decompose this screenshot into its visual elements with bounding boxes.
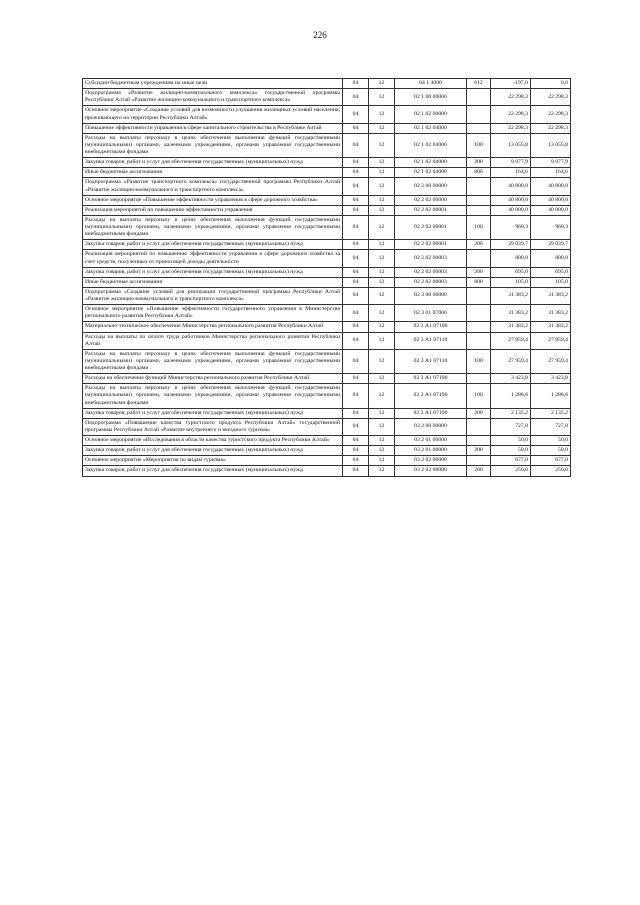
row-section-cell: 04 <box>343 456 369 466</box>
row-name-cell: Закупка товаров, работ и услуг для обеспечения государственных (муниципальных) нужд <box>83 158 343 168</box>
row-name-cell: Основное мероприятие «Исследования в области качества туристского продукта Республики Алтай» <box>83 436 343 446</box>
row-target-article-cell: 02 3 А1 07190 <box>395 374 467 384</box>
row-subsection-cell: 12 <box>369 168 395 178</box>
row-amount-2-cell: 727,0 <box>531 418 571 435</box>
row-amount-1-cell: 22 298,3 <box>491 106 531 123</box>
row-section-cell: 04 <box>343 418 369 435</box>
row-target-article-cell: 02 2 02 00001 <box>395 215 467 239</box>
row-amount-2-cell: 3 423,8 <box>531 374 571 384</box>
row-subsection-cell: 12 <box>369 374 395 384</box>
row-target-article-cell: 02 1 02 04000 <box>395 133 467 157</box>
row-name-cell: Повышение эффективности управления в сфере капитального строительства в Республике Алтай <box>83 123 343 133</box>
row-section-cell: 04 <box>343 408 369 418</box>
row-amount-1-cell: 727,0 <box>491 418 531 435</box>
row-expense-type-cell <box>467 374 491 384</box>
row-name-cell: Подпрограмма «Развитие транспортного комплекса» государственной программы Республики Алтай «Развитие жилищно-коммунального и транспортного комплекса» <box>83 178 343 195</box>
row-target-article-cell: 02 1 02 00000 <box>395 106 467 123</box>
table-row <box>83 466 571 476</box>
row-expense-type-cell: 100 <box>467 349 491 373</box>
row-expense-type-cell: 200 <box>467 408 491 418</box>
row-subsection-cell: 12 <box>369 195 395 205</box>
row-expense-type-cell: 200 <box>467 466 491 476</box>
row-amount-1-cell: 677,0 <box>491 456 531 466</box>
row-name-cell: Иные бюджетные ассигнования <box>83 277 343 287</box>
row-amount-1-cell: 13 055,8 <box>491 133 531 157</box>
table-row <box>83 456 571 466</box>
row-target-article-cell: 02 3 А1 07100 <box>395 322 467 332</box>
row-name-cell: Расходы на обеспечение функций Министерства регионального развития Республики Алтай <box>83 374 343 384</box>
row-name-cell: Подпрограмма «Повышение качества туристского продукта Республики Алтай» государственной программы Республики Алтай «Развитие внутреннего и въездного туризма» <box>83 418 343 435</box>
table-row <box>83 305 571 322</box>
row-expense-type-cell: 200 <box>467 158 491 168</box>
row-subsection-cell: 12 <box>369 89 395 106</box>
row-expense-type-cell <box>467 322 491 332</box>
row-expense-type-cell: 100 <box>467 215 491 239</box>
row-expense-type-cell <box>467 205 491 215</box>
row-expense-type-cell: 800 <box>467 168 491 178</box>
row-amount-2-cell: 164,6 <box>531 168 571 178</box>
row-name-cell: Реализация мероприятий по повышению эффективности управления <box>83 205 343 215</box>
row-target-article-cell: 03 2 01 00000 <box>395 446 467 456</box>
row-section-cell: 04 <box>343 250 369 267</box>
row-amount-1-cell: 22 298,3 <box>491 89 531 106</box>
row-section-cell: 04 <box>343 287 369 304</box>
row-section-cell: 04 <box>343 133 369 157</box>
table-row <box>83 332 571 349</box>
row-target-article-cell: 02 2 02 00003 <box>395 277 467 287</box>
row-target-article-cell: 02 3 А1 07190 <box>395 384 467 408</box>
row-amount-1-cell: 1 288,6 <box>491 384 531 408</box>
table-body <box>83 79 571 477</box>
row-subsection-cell: 12 <box>369 349 395 373</box>
row-amount-2-cell: 22 298,3 <box>531 89 571 106</box>
row-expense-type-cell: 200 <box>467 267 491 277</box>
row-amount-1-cell: 40 000,0 <box>491 205 531 215</box>
row-subsection-cell: 12 <box>369 205 395 215</box>
row-section-cell: 04 <box>343 89 369 106</box>
row-name-cell: Расходы на выплаты персоналу в целях обеспечения выполнения функций государственными (муниципальными) органами, казенными учреждениями, органами управления государственными внебюджетными фондами <box>83 133 343 157</box>
table-row <box>83 408 571 418</box>
row-amount-2-cell: 40 000,0 <box>531 205 571 215</box>
row-expense-type-cell <box>467 456 491 466</box>
row-name-cell: Расходы на выплаты по оплате труда работников Министерства регионального развития Республики Алтай <box>83 332 343 349</box>
row-subsection-cell: 12 <box>369 287 395 304</box>
row-name-cell: Закупка товаров, работ и услуг для обеспечения государственных (муниципальных) нужд <box>83 267 343 277</box>
table-row <box>83 287 571 304</box>
row-name-cell: Иные бюджетные ассигнования <box>83 168 343 178</box>
row-name-cell: Основное мероприятие «Создание условий для возможности улучшения жилищных условий населения, проживающего на территории Республики Алтай» <box>83 106 343 123</box>
row-amount-2-cell: 50,0 <box>531 436 571 446</box>
row-target-article-cell: 02 2 02 00001 <box>395 240 467 250</box>
row-target-article-cell: 02 3 01 07000 <box>395 305 467 322</box>
row-amount-1-cell: 50,0 <box>491 446 531 456</box>
row-section-cell: 04 <box>343 195 369 205</box>
row-amount-2-cell: 0,0 <box>531 79 571 89</box>
row-target-article-cell: 02 3 00 00000 <box>395 287 467 304</box>
row-name-cell: Закупка товаров, работ и услуг для обеспечения государственных (муниципальных) нужд <box>83 446 343 456</box>
row-amount-2-cell: 31 383,2 <box>531 305 571 322</box>
row-name-cell: Основное мероприятие «Повышение эффективности управления в сфере дорожного хозяйства» <box>83 195 343 205</box>
table-row <box>83 436 571 446</box>
table-row <box>83 178 571 195</box>
row-section-cell: 04 <box>343 123 369 133</box>
row-expense-type-cell: 612 <box>467 79 491 89</box>
row-section-cell: 04 <box>343 106 369 123</box>
row-amount-1-cell: 800,0 <box>491 250 531 267</box>
row-amount-2-cell: 960,3 <box>531 215 571 239</box>
row-expense-type-cell <box>467 89 491 106</box>
row-expense-type-cell: 800 <box>467 277 491 287</box>
row-name-cell: Подпрограмма «Создание условий для реализации государственной программы Республики Алтай «Развитие жилищно-коммунального и транспортного комплекса» <box>83 287 343 304</box>
row-section-cell: 04 <box>343 305 369 322</box>
table-row <box>83 215 571 239</box>
row-section-cell: 04 <box>343 215 369 239</box>
table-row <box>83 374 571 384</box>
row-name-cell: Расходы на выплаты персоналу в целях обеспечения выполнения функций государственными (муниципальными) органами, казенными учреждениями, органами управления государственными внебюджетными фондами <box>83 215 343 239</box>
table-row <box>83 158 571 168</box>
row-amount-2-cell: 9 077,9 <box>531 158 571 168</box>
row-subsection-cell: 12 <box>369 322 395 332</box>
row-section-cell: 04 <box>343 267 369 277</box>
row-amount-1-cell: 40 800,0 <box>491 195 531 205</box>
row-target-article-cell: 02 2 02 00003 <box>395 267 467 277</box>
row-subsection-cell: 12 <box>369 466 395 476</box>
row-section-cell: 04 <box>343 436 369 446</box>
row-target-article-cell: 03 2 01 00000 <box>395 436 467 446</box>
row-name-cell: Закупка товаров, работ и услуг для обеспечения государственных (муниципальных) нужд <box>83 240 343 250</box>
table-row <box>83 205 571 215</box>
row-amount-2-cell: 22 298,3 <box>531 123 571 133</box>
row-amount-1-cell: 105,0 <box>491 277 531 287</box>
row-expense-type-cell <box>467 250 491 267</box>
row-subsection-cell: 12 <box>369 418 395 435</box>
row-expense-type-cell <box>467 332 491 349</box>
row-expense-type-cell <box>467 195 491 205</box>
row-subsection-cell: 12 <box>369 456 395 466</box>
row-amount-2-cell: 677,0 <box>531 456 571 466</box>
row-expense-type-cell: 200 <box>467 240 491 250</box>
row-amount-1-cell: 27 959,4 <box>491 349 531 373</box>
row-target-article-cell: 02 2 02 00001 <box>395 205 467 215</box>
row-amount-2-cell: 250,0 <box>531 466 571 476</box>
row-amount-1-cell: 40 800,0 <box>491 178 531 195</box>
table-row <box>83 168 571 178</box>
row-expense-type-cell <box>467 178 491 195</box>
row-name-cell: Материально-техническое обеспечение Министерства регионального развития Республики Алтай <box>83 322 343 332</box>
row-expense-type-cell: 200 <box>467 446 491 456</box>
page-number: 226 <box>313 30 327 40</box>
row-amount-2-cell: 22 298,3 <box>531 106 571 123</box>
row-name-cell: Основное мероприятие «Мероприятия по видам туризма» <box>83 456 343 466</box>
row-expense-type-cell <box>467 305 491 322</box>
row-target-article-cell: 02 2 02 00000 <box>395 195 467 205</box>
row-amount-2-cell: 27 959,4 <box>531 349 571 373</box>
row-amount-1-cell: 960,3 <box>491 215 531 239</box>
row-target-article-cell: 02 3 А1 07190 <box>395 408 467 418</box>
row-subsection-cell: 12 <box>369 305 395 322</box>
row-amount-2-cell: 40 800,0 <box>531 195 571 205</box>
row-amount-1-cell: 22 298,3 <box>491 123 531 133</box>
row-subsection-cell: 12 <box>369 123 395 133</box>
row-amount-1-cell: 9 077,9 <box>491 158 531 168</box>
row-amount-1-cell: 27 959,4 <box>491 332 531 349</box>
row-name-cell: Закупка товаров, работ и услуг для обеспечения государственных (муниципальных) нужд <box>83 466 343 476</box>
row-section-cell: 04 <box>343 168 369 178</box>
row-amount-2-cell: 27 959,4 <box>531 332 571 349</box>
row-expense-type-cell <box>467 123 491 133</box>
row-amount-1-cell: 2 135,2 <box>491 408 531 418</box>
row-amount-1-cell: 695,0 <box>491 267 531 277</box>
row-amount-1-cell: 3 423,8 <box>491 374 531 384</box>
row-target-article-cell: 02 1 02 04000 <box>395 158 467 168</box>
row-section-cell: 04 <box>343 349 369 373</box>
row-amount-2-cell: 50,0 <box>531 446 571 456</box>
table-row <box>83 123 571 133</box>
row-section-cell: 04 <box>343 178 369 195</box>
row-target-article-cell: 03 2 02 00000 <box>395 466 467 476</box>
budget-table <box>82 78 571 477</box>
row-subsection-cell: 12 <box>369 408 395 418</box>
row-subsection-cell: 12 <box>369 250 395 267</box>
row-name-cell: Расходы на выплаты персоналу в целях обеспечения выполнения функций государственными (муниципальными) органами, казенными учреждениями, органами управления государственными внебюджетными фондами <box>83 384 343 408</box>
row-name-cell: Субсидии бюджетным учреждениям на иные цели <box>83 79 343 89</box>
row-amount-2-cell: 40 800,0 <box>531 178 571 195</box>
table-row <box>83 79 571 89</box>
table-row <box>83 349 571 373</box>
row-subsection-cell: 12 <box>369 267 395 277</box>
row-subsection-cell: 12 <box>369 133 395 157</box>
row-subsection-cell: 12 <box>369 106 395 123</box>
row-name-cell: Закупка товаров, работ и услуг для обеспечения государственных (муниципальных) нужд <box>83 408 343 418</box>
row-section-cell: 04 <box>343 277 369 287</box>
row-section-cell: 04 <box>343 205 369 215</box>
row-amount-2-cell: 1 288,6 <box>531 384 571 408</box>
table-row <box>83 418 571 435</box>
row-expense-type-cell <box>467 418 491 435</box>
row-amount-2-cell: 39 039,7 <box>531 240 571 250</box>
row-subsection-cell: 12 <box>369 436 395 446</box>
row-name-cell: Расходы на выплаты персоналу в целях обеспечения выполнения функций государственными (муниципальными) органами, казенными учреждениями, органами управления государственными внебюджетными фондами <box>83 349 343 373</box>
row-target-article-cell: 03 2 00 00000 <box>395 418 467 435</box>
row-name-cell: Основное мероприятие «Повышение эффективности государственного управления в Министерстве регионального развития Республики Алтай» <box>83 305 343 322</box>
table-row <box>83 446 571 456</box>
table-row <box>83 240 571 250</box>
table-row <box>83 89 571 106</box>
row-subsection-cell: 12 <box>369 215 395 239</box>
row-name-cell: Подпрограмма «Развитие жилищно-коммунального комплекса» государственной программы Республики Алтай «Развитие жилищно-коммунального и транспортного комплекса» <box>83 89 343 106</box>
row-section-cell: 04 <box>343 240 369 250</box>
row-target-article-cell: 02 3 А1 07110 <box>395 332 467 349</box>
row-amount-2-cell: 695,0 <box>531 267 571 277</box>
row-amount-2-cell: 31 383,2 <box>531 287 571 304</box>
row-section-cell: 04 <box>343 322 369 332</box>
row-target-article-cell: 02 2 00 00000 <box>395 178 467 195</box>
row-section-cell: 04 <box>343 466 369 476</box>
row-target-article-cell: 04 1 4000 <box>395 79 467 89</box>
row-section-cell: 04 <box>343 446 369 456</box>
row-target-article-cell: 02 2 02 00003 <box>395 250 467 267</box>
row-amount-2-cell: 31 383,2 <box>531 322 571 332</box>
row-amount-1-cell: 50,0 <box>491 436 531 446</box>
row-amount-2-cell: 13 055,8 <box>531 133 571 157</box>
row-subsection-cell: 12 <box>369 332 395 349</box>
row-subsection-cell: 12 <box>369 384 395 408</box>
row-target-article-cell: 02 1 02 04000 <box>395 123 467 133</box>
row-target-article-cell: 02 1 02 04000 <box>395 168 467 178</box>
row-section-cell: 04 <box>343 158 369 168</box>
row-expense-type-cell: 100 <box>467 384 491 408</box>
row-section-cell: 04 <box>343 374 369 384</box>
row-expense-type-cell <box>467 106 491 123</box>
row-subsection-cell: 12 <box>369 240 395 250</box>
table-row <box>83 384 571 408</box>
row-expense-type-cell <box>467 436 491 446</box>
row-section-cell: 04 <box>343 384 369 408</box>
row-amount-2-cell: 105,0 <box>531 277 571 287</box>
row-target-article-cell: 02 1 00 00000 <box>395 89 467 106</box>
table-row <box>83 133 571 157</box>
table-row <box>83 322 571 332</box>
row-amount-1-cell: 31 383,2 <box>491 287 531 304</box>
row-amount-2-cell: 800,0 <box>531 250 571 267</box>
row-subsection-cell: 12 <box>369 446 395 456</box>
row-amount-1-cell: 39 039,7 <box>491 240 531 250</box>
row-amount-1-cell: 164,6 <box>491 168 531 178</box>
row-section-cell: 04 <box>343 79 369 89</box>
row-amount-1-cell: 250,0 <box>491 466 531 476</box>
row-target-article-cell: 03 2 02 00000 <box>395 456 467 466</box>
row-subsection-cell: 12 <box>369 277 395 287</box>
row-subsection-cell: 12 <box>369 79 395 89</box>
row-expense-type-cell: 100 <box>467 133 491 157</box>
table-row <box>83 195 571 205</box>
table-row <box>83 106 571 123</box>
table-row <box>83 250 571 267</box>
row-amount-1-cell: 31 383,2 <box>491 322 531 332</box>
row-target-article-cell: 02 3 А1 07110 <box>395 349 467 373</box>
row-amount-1-cell: 31 383,2 <box>491 305 531 322</box>
row-section-cell: 04 <box>343 332 369 349</box>
row-expense-type-cell <box>467 287 491 304</box>
row-subsection-cell: 12 <box>369 158 395 168</box>
row-subsection-cell: 12 <box>369 178 395 195</box>
row-name-cell: Реализация мероприятий по повышению эффективности управления в сфере дорожного хозяйства за счет средств, полученных от приносящей доходы деятельности <box>83 250 343 267</box>
row-amount-2-cell: 2 135,2 <box>531 408 571 418</box>
table-row <box>83 267 571 277</box>
table-row <box>83 277 571 287</box>
row-amount-1-cell: -197,0 <box>491 79 531 89</box>
